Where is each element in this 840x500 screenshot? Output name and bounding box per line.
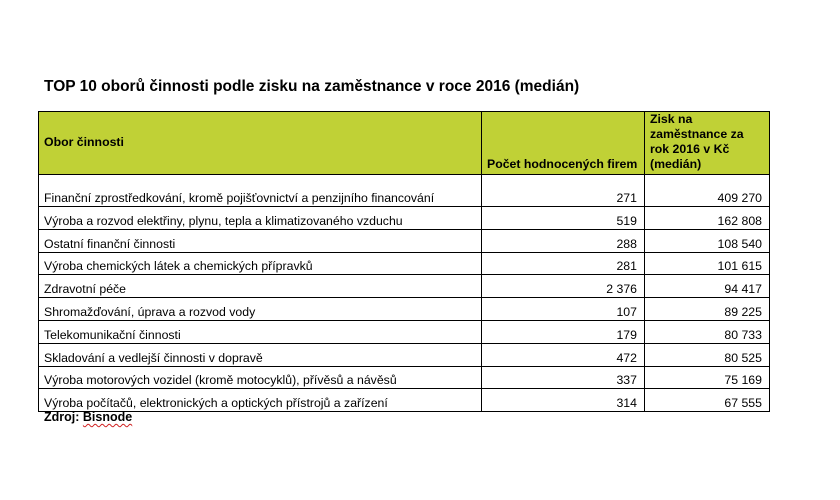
table-row [39, 343, 770, 366]
cell-obor: Finanční zprostředkování, kromě pojišťovnictví a penzijního financování [39, 175, 482, 207]
cell-obor: Výroba motorových vozidel (kromě motocyklů), přívěsů a návěsů [39, 366, 482, 389]
cell-zisk: 80 733 [645, 320, 770, 343]
cell-zisk: 67 555 [645, 389, 770, 412]
cell-zisk: 75 169 [645, 366, 770, 389]
page-title: TOP 10 oborů činnosti podle zisku na zaměstnance v roce 2016 (medián) [44, 78, 580, 95]
cell-obor: Telekomunikační činnosti [39, 320, 482, 343]
cell-obor: Skladování a vedlejší činnosti v dopravě [39, 343, 482, 366]
table-row [39, 275, 770, 298]
table-row [39, 207, 770, 230]
header-zisk: Zisk na zaměstnance za rok 2016 v Kč (medián) [645, 112, 770, 175]
profit-table [38, 111, 770, 412]
cell-pocet: 107 [482, 298, 645, 321]
cell-zisk: 101 615 [645, 252, 770, 275]
table-row [39, 320, 770, 343]
table-row [39, 366, 770, 389]
cell-obor: Výroba a rozvod elektřiny, plynu, tepla a klimatizovaného vzduchu [39, 207, 482, 230]
cell-zisk: 80 525 [645, 343, 770, 366]
table-row [39, 389, 770, 412]
cell-zisk: 162 808 [645, 207, 770, 230]
header-pocet: Počet hodnocených firem [482, 112, 645, 175]
header-obor: Obor činnosti [39, 112, 482, 175]
cell-pocet: 2 376 [482, 275, 645, 298]
table-row [39, 298, 770, 321]
table-row [39, 229, 770, 252]
cell-obor: Výroba počítačů, elektronických a optických přístrojů a zařízení [39, 389, 482, 412]
cell-zisk: 409 270 [645, 175, 770, 207]
cell-obor: Ostatní finanční činnosti [39, 229, 482, 252]
cell-obor: Zdravotní péče [39, 275, 482, 298]
cell-zisk: 108 540 [645, 229, 770, 252]
cell-zisk: 94 417 [645, 275, 770, 298]
source-name: Bisnode [82, 410, 133, 424]
cell-pocet: 314 [482, 389, 645, 412]
cell-pocet: 271 [482, 175, 645, 207]
cell-obor: Výroba chemických látek a chemických přípravků [39, 252, 482, 275]
cell-obor: Shromažďování, úprava a rozvod vody [39, 298, 482, 321]
cell-pocet: 288 [482, 229, 645, 252]
cell-zisk: 89 225 [645, 298, 770, 321]
source-note [44, 410, 132, 424]
table-row [39, 175, 770, 207]
cell-pocet: 337 [482, 366, 645, 389]
table-row [39, 252, 770, 275]
cell-pocet: 281 [482, 252, 645, 275]
cell-pocet: 519 [482, 207, 645, 230]
cell-pocet: 472 [482, 343, 645, 366]
table-header-row [39, 112, 770, 175]
source-label: Zdroj: [44, 410, 80, 424]
cell-pocet: 179 [482, 320, 645, 343]
